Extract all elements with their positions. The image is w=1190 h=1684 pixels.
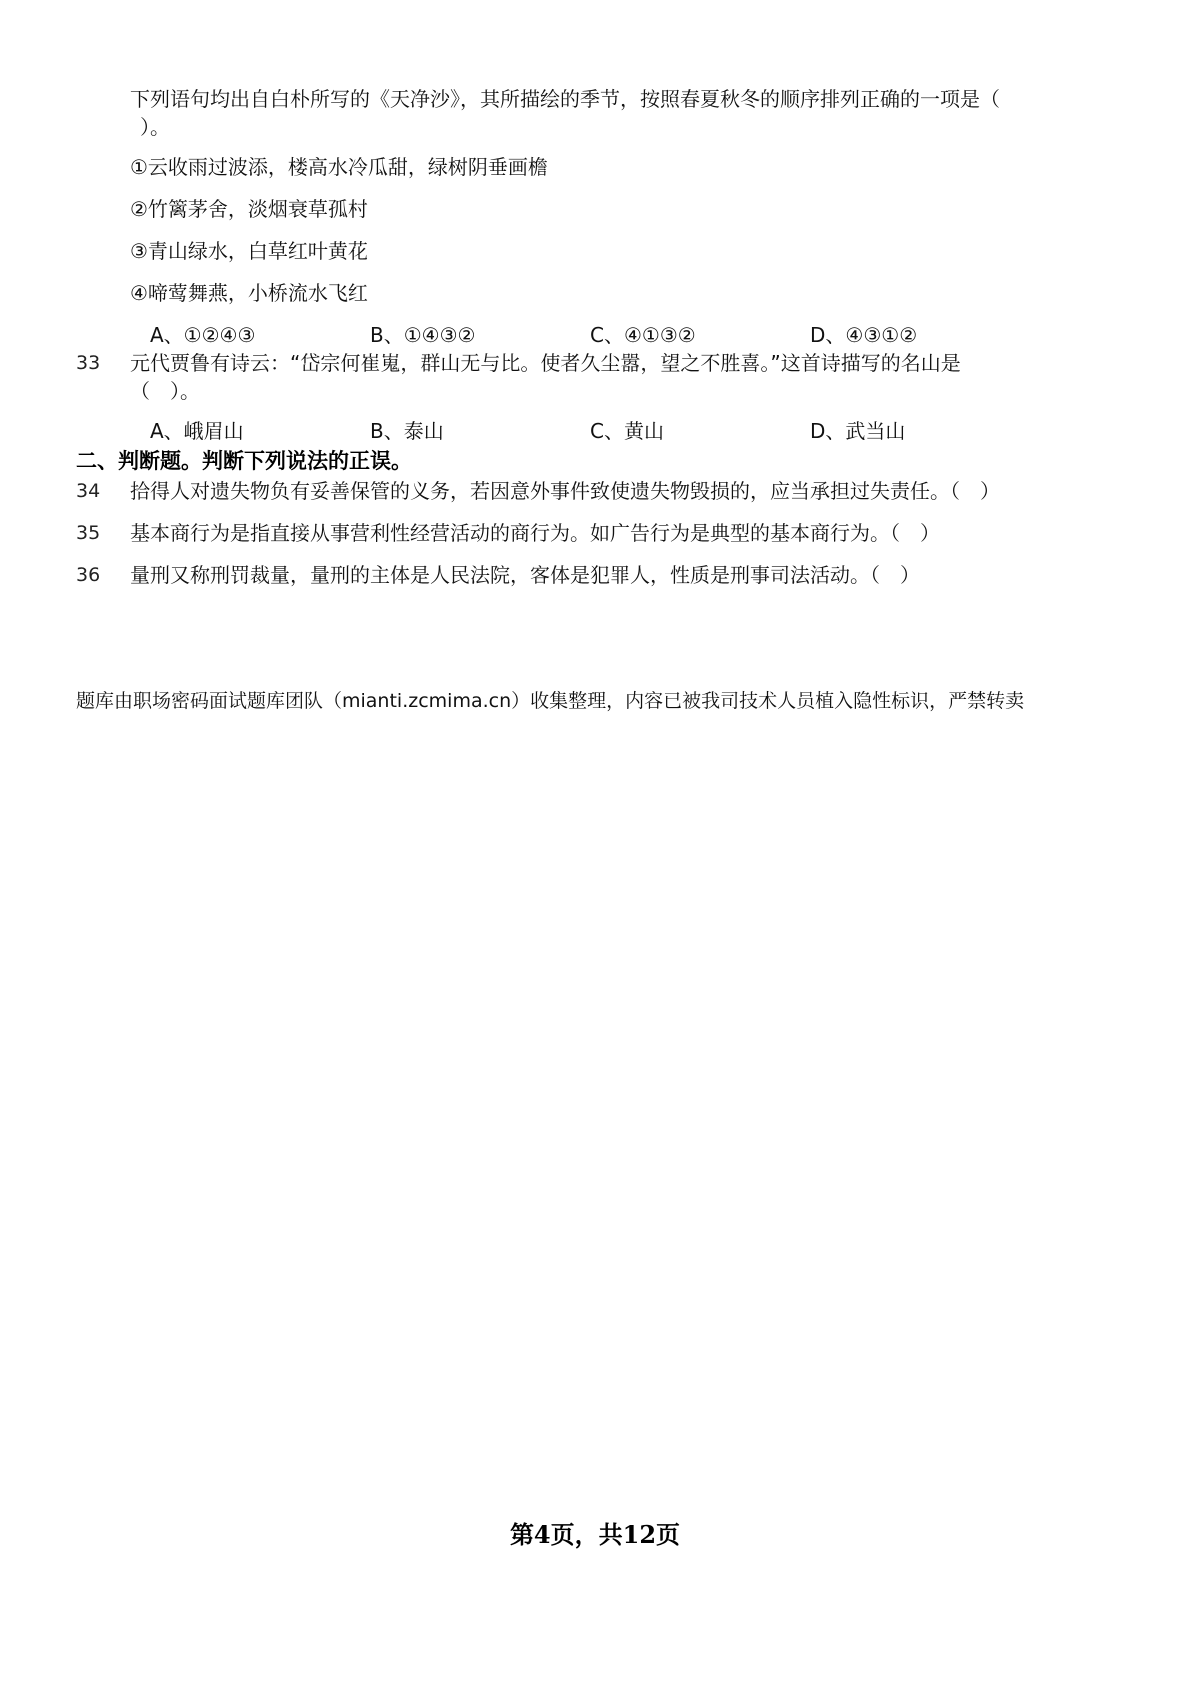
q32-option-a: A、①②④③ [150, 323, 256, 347]
q33-option-d: D、武当山 [810, 419, 906, 443]
q32-stem-line2: ）。 [140, 115, 170, 139]
q33-option-b: B、泰山 [370, 419, 444, 443]
q33-option-c: C、黄山 [590, 419, 664, 443]
q32-item-1: ①云收雨过波添，楼高水冷瓜甜，绿树阴垂画檐 [130, 155, 548, 179]
q33-number: 33 [76, 352, 101, 374]
q34-number: 34 [76, 480, 101, 502]
q32-stem-line1: 下列语句均出自白朴所写的《天净沙》，其所描绘的季节，按照春夏秋冬的顺序排列正确的一项是（ [130, 87, 1000, 111]
q32-option-d: D、④③①② [810, 323, 918, 347]
q32-item-2: ②竹篱茅舍，淡烟衰草孤村 [130, 197, 368, 221]
q35-text: 基本商行为是指直接从事营利性经营活动的商行为。如广告行为是典型的基本商行为。（ ） [130, 521, 940, 545]
q32-item-3: ③青山绿水，白草红叶黄花 [130, 239, 368, 263]
q33-option-a: A、峨眉山 [150, 419, 244, 443]
q36-number: 36 [76, 564, 101, 586]
q32-item-4: ④啼莺舞燕，小桥流水飞红 [130, 281, 368, 305]
q32-option-b: B、①④③② [370, 323, 476, 347]
footer-note: 题库由职场密码面试题库团队（mianti.zcmima.cn）收集整理，内容已被我司技术人员植入隐性标识，严禁转卖 [76, 690, 1025, 712]
q35-number: 35 [76, 522, 101, 544]
page-number: 第4页，共12页 [509, 1520, 681, 1549]
q32-option-c: C、④①③② [590, 323, 696, 347]
q36-text: 量刑又称刑罚裁量，量刑的主体是人民法院，客体是犯罪人，性质是刑事司法活动。（ ） [130, 563, 920, 587]
q33-stem-line1: 元代贾鲁有诗云：“岱宗何崔嵬，群山无与比。使者久尘嚣，望之不胜喜。”这首诗描写的名山是 [130, 351, 961, 375]
q34-text: 拾得人对遗失物负有妥善保管的义务，若因意外事件致使遗失物毁损的，应当承担过失责任。（ ） [130, 479, 1000, 503]
q33-stem-line2: （ ）。 [130, 379, 200, 403]
section2-heading: 二、判断题。判断下列说法的正误。 [76, 449, 412, 473]
